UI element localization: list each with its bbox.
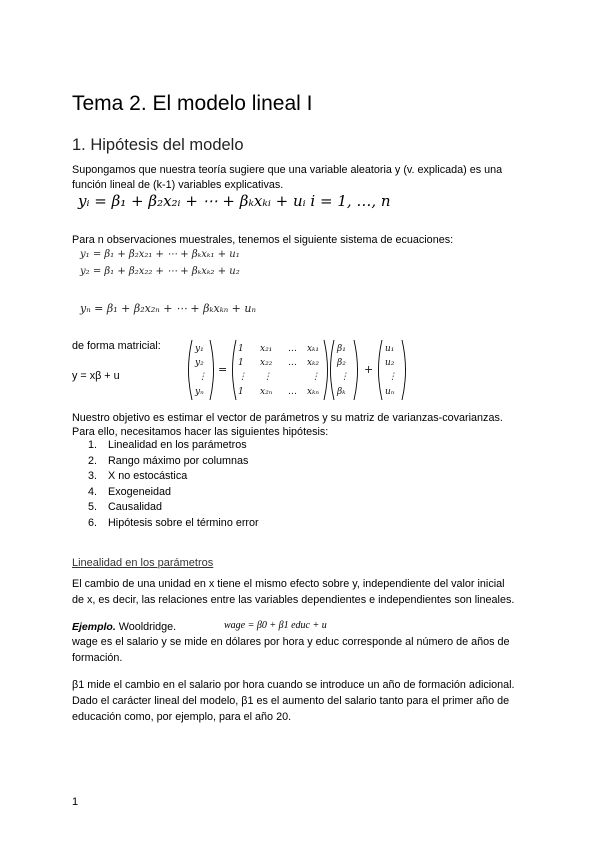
x-cell: ⋮	[311, 372, 320, 382]
x-cell: …	[288, 344, 297, 354]
system-equation-n: yₙ = β₁ + β₂x₂ₙ + ⋯ + βₖxₖₙ + uₙ	[80, 302, 256, 315]
list-item: 1. Linealidad en los parámetros	[88, 439, 247, 451]
list-item: 3. X no estocástica	[88, 470, 188, 483]
list-item: 2. Rango máximo por columnas	[88, 454, 249, 467]
list-item: 5. Causalidad	[88, 501, 163, 514]
x-cell: 1	[238, 344, 244, 354]
u-paren-right	[402, 340, 406, 400]
system-equation-2: y₂ = β₁ + β₂x₂₂ + ⋯ + βₖxₖ₂ + u₂	[80, 266, 240, 277]
beta-paren-right	[354, 340, 358, 400]
model-equation: yᵢ = β₁ + β₂x₂ᵢ + ⋯ + βₖxₖᵢ + uᵢ i = 1, …, n	[78, 192, 391, 210]
matrix-equation-text: y = xβ + u	[72, 370, 120, 382]
matrix-form-label: de forma matricial:	[72, 340, 161, 352]
x-paren-left	[233, 340, 237, 400]
intro-line-2: función lineal de (k-1) variables explicativas.	[72, 179, 284, 191]
x-cell: x₂₂	[260, 358, 273, 368]
u-paren-left	[379, 340, 383, 400]
section-heading: 1. Hipótesis del modelo	[72, 136, 244, 154]
intro-line-1: Supongamos que nuestra teoría sugiere que una variable aleatoria y (v. explicada) es una	[72, 164, 503, 176]
u-element: u₁	[385, 344, 395, 354]
list-item: 4. Exogeneidad	[88, 485, 172, 498]
y-paren-right	[210, 340, 214, 400]
beta-line-3: educación como, por ejemplo, para el año 20.	[72, 711, 292, 723]
y-element: yₙ	[195, 387, 204, 397]
list-item: 6. Hipótesis sobre el término error	[88, 516, 259, 529]
beta-element: β₂	[337, 358, 346, 368]
objective-line-2: Para ello, necesitamos hacer las siguientes hipótesis:	[72, 426, 329, 438]
x-cell: xₖ₁	[307, 344, 319, 354]
beta-element: β₁	[337, 344, 346, 354]
u-element: ⋮	[388, 372, 397, 382]
y-element: y₁	[195, 344, 204, 354]
beta-element: βₖ	[337, 387, 346, 397]
example-source: Wooldridge.	[118, 621, 177, 633]
beta-line-2: Dado el carácter lineal del modelo, β1 es el aumento del salario tanto para el primer año de	[72, 695, 510, 707]
x-cell: ⋮	[238, 372, 247, 382]
subsection-heading: Linealidad en los parámetros	[72, 557, 214, 569]
x-cell: …	[288, 358, 297, 368]
list-item-label: X no estocástica	[108, 470, 188, 483]
beta-line-1: β1 mide el cambio en el salario por hora cuando se introduce un año de formación adicional.	[72, 679, 515, 691]
hypotheses-list	[88, 438, 259, 532]
list-item-label: Hipótesis sobre el término error	[108, 516, 259, 529]
page-title: Tema 2. El modelo lineal I	[72, 92, 313, 115]
list-item-label: Causalidad	[108, 501, 163, 514]
example-line-1	[72, 619, 176, 635]
beta-paren-left	[331, 340, 335, 400]
x-cell: xₖ₂	[307, 358, 319, 368]
matrix-equation	[186, 338, 426, 402]
x-cell: xₖₙ	[307, 387, 320, 397]
example-line-3: formación.	[72, 652, 123, 664]
beta-element: ⋮	[340, 372, 349, 382]
example-label: Ejemplo.	[72, 621, 116, 633]
plus-sign: +	[364, 363, 374, 376]
example-line-2: wage es el salario y se mide en dólares por hora y educ corresponde al número de años de	[72, 636, 510, 648]
linealidad-para-line-2: de x, es decir, las relaciones entre las variables dependientes e independientes son lineales.	[72, 594, 515, 606]
observations-text: Para n observaciones muestrales, tenemos el siguiente sistema de ecuaciones:	[72, 234, 454, 246]
y-element: ⋮	[198, 372, 207, 382]
x-cell: ⋮	[263, 372, 272, 382]
x-cell: x₂₁	[260, 344, 273, 354]
x-cell: 1	[238, 387, 244, 397]
x-cell: …	[288, 387, 297, 397]
y-element: y₂	[195, 358, 204, 368]
list-item-label: Linealidad en los parámetros	[108, 439, 247, 451]
linealidad-para-line-1: El cambio de una unidad en x tiene el mismo efecto sobre y, independiente del valor inicial	[72, 578, 505, 590]
list-item-label: Rango máximo por columnas	[108, 454, 249, 467]
wage-equation: wage = β0 + β1 educ + u	[224, 620, 327, 631]
equals-sign: =	[218, 363, 228, 376]
x-cell: x₂ₙ	[260, 387, 273, 397]
x-paren-right	[324, 340, 328, 400]
system-equation-1: y₁ = β₁ + β₂x₂₁ + ⋯ + βₖxₖ₁ + u₁	[80, 249, 240, 260]
y-paren-left	[189, 340, 193, 400]
objective-line-1: Nuestro objetivo es estimar el vector de parámetros y su matriz de varianzas-covarianzas.	[72, 412, 503, 424]
list-item-label: Exogeneidad	[108, 485, 172, 498]
x-cell: 1	[238, 358, 244, 368]
u-element: uₙ	[385, 387, 395, 397]
u-element: u₂	[385, 358, 395, 368]
page-number: 1	[72, 796, 79, 808]
